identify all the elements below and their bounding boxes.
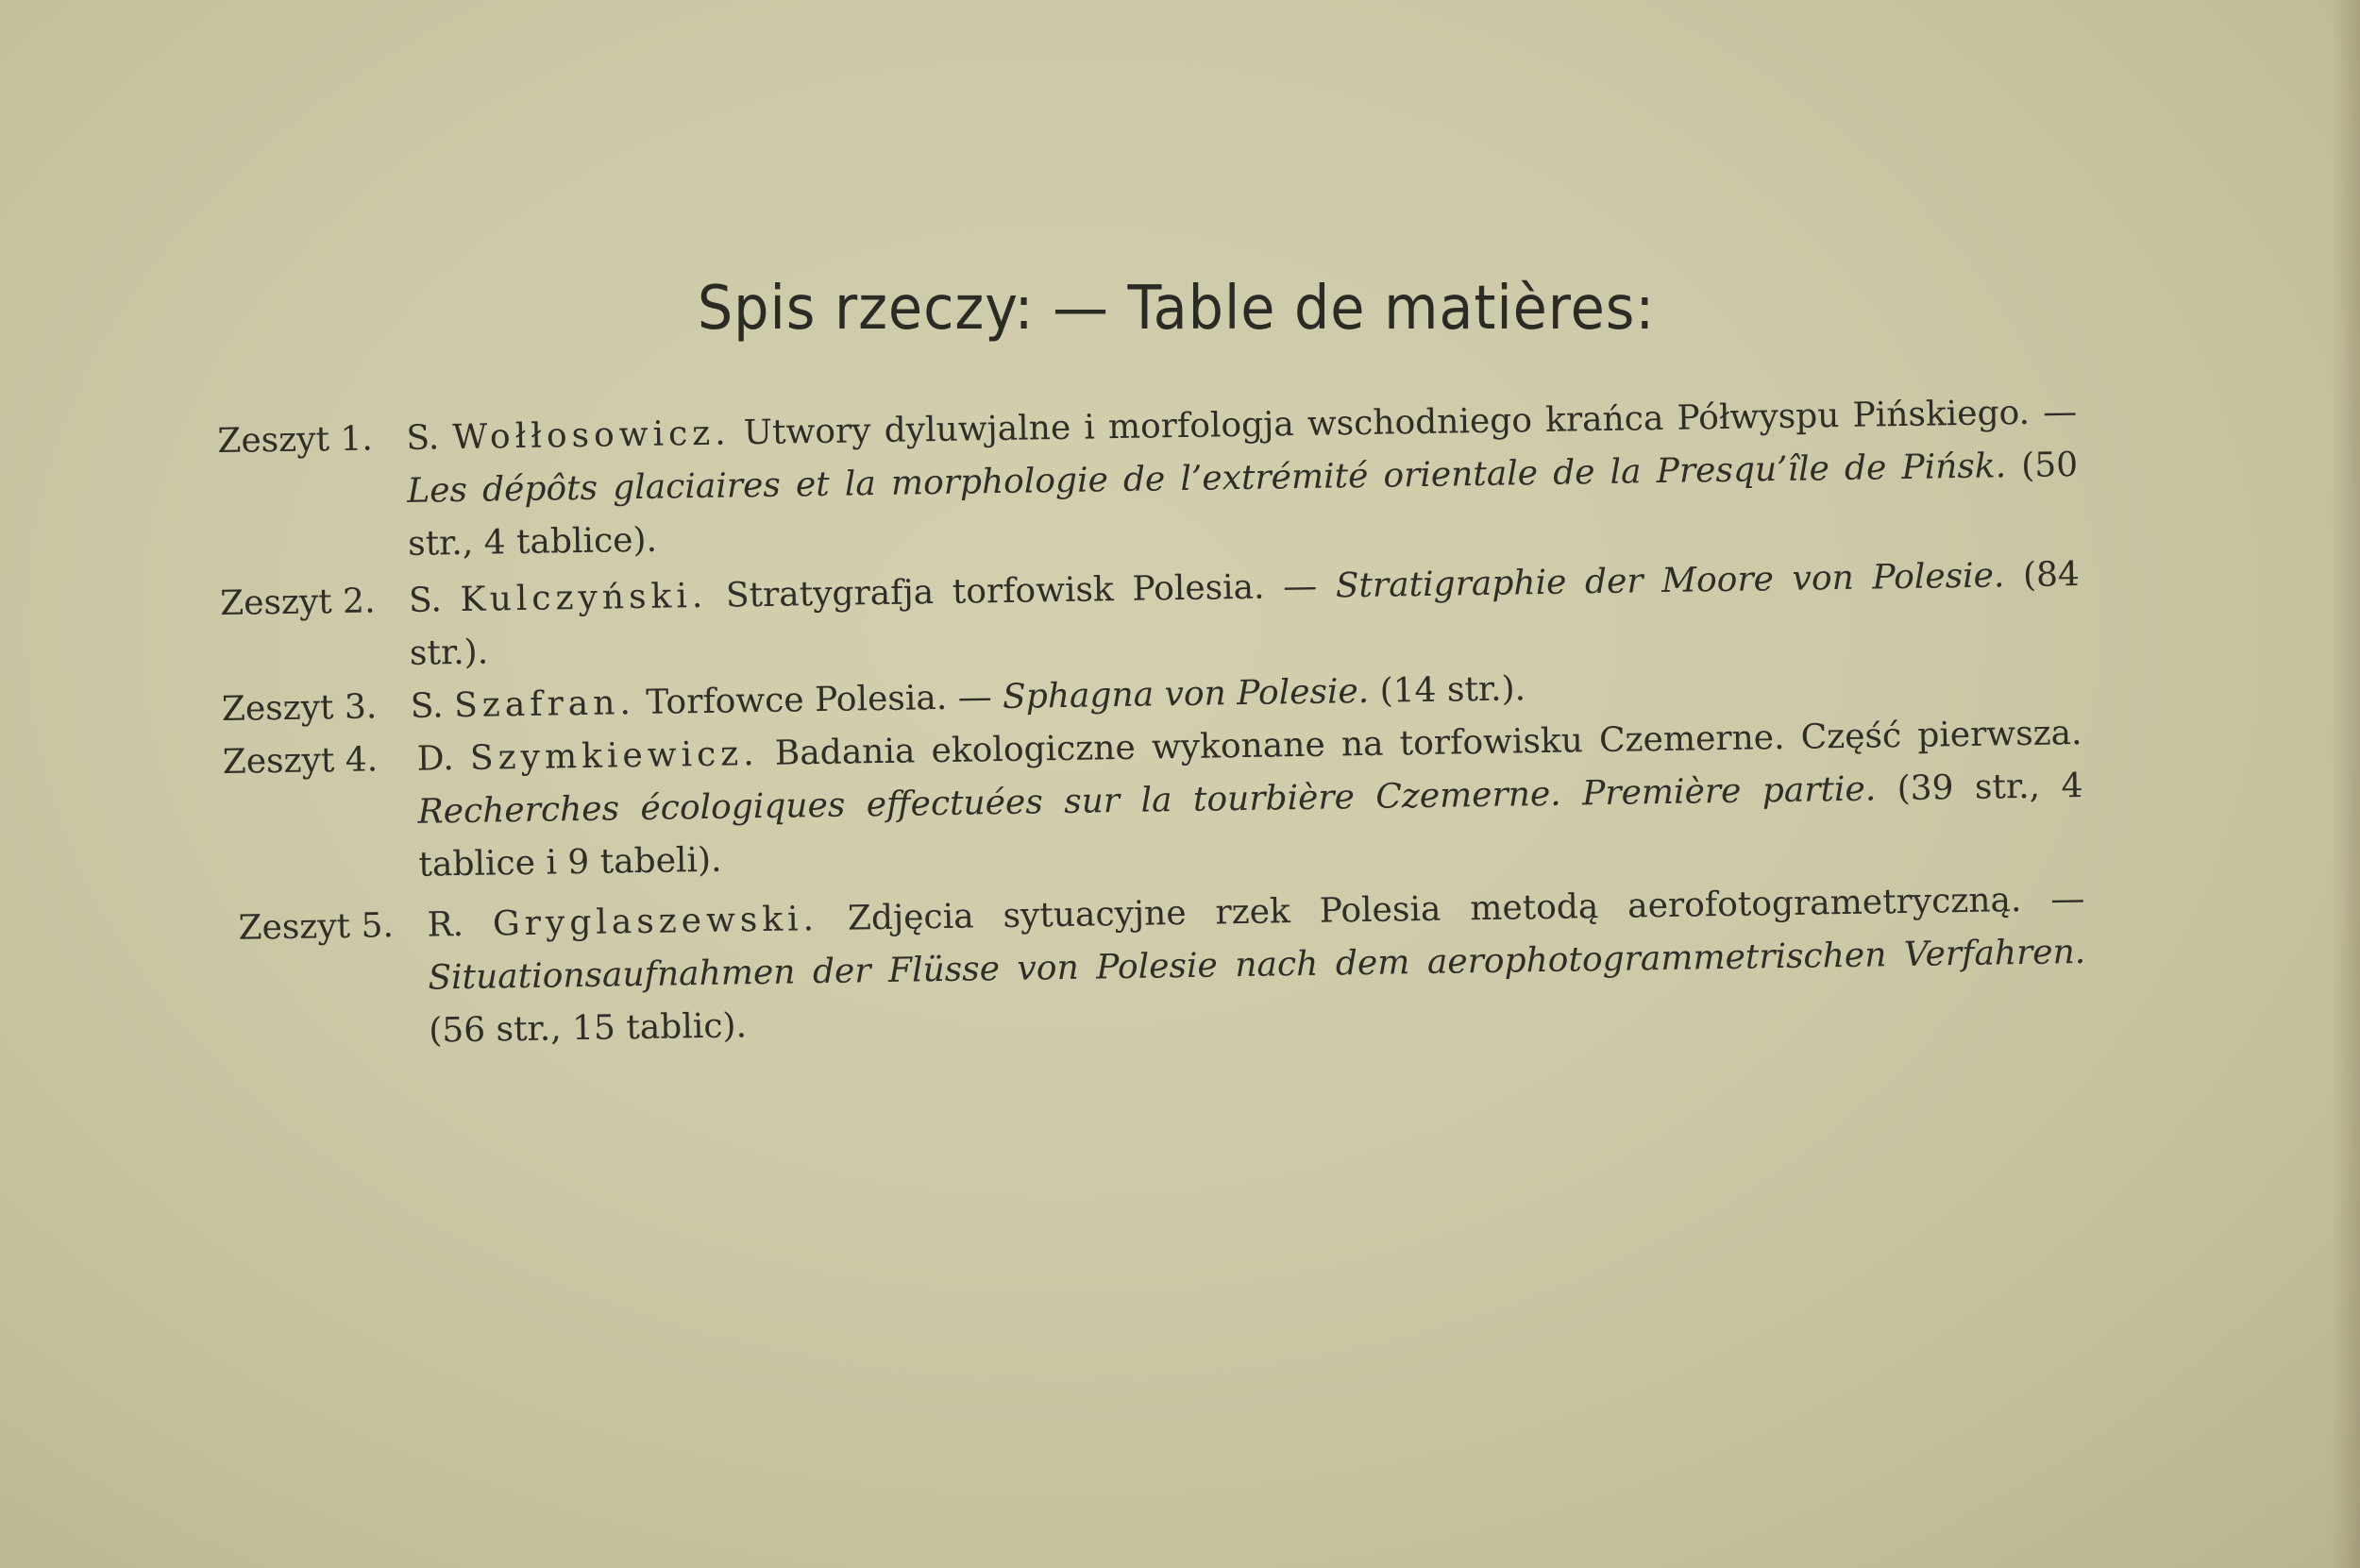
extent-note: (50 str., 4 tablice). (407, 446, 2079, 564)
polish-title: Torfowce Polesia. — (645, 678, 992, 722)
author-initial: S. (408, 581, 443, 620)
polish-title: Utwory dyluwjalne i morfologja wschodniego krańca Półwyspu Pińskiego. — (743, 393, 2078, 453)
issue-label: Zeszyt 3. (221, 687, 378, 729)
foreign-title: Stratigraphie der Moore von Polesie. (1335, 556, 2005, 606)
polish-title: Zdjęcia sytuacyjne rzek Polesia metodą aerofotogrametryczną. — (847, 879, 2085, 938)
entry-body (406, 386, 2079, 571)
entry-body (413, 873, 2086, 1058)
issue-label: Zeszyt 5. (238, 906, 395, 948)
author-initial: S. (406, 418, 440, 458)
page-edge-shadow (2332, 0, 2360, 1568)
extent-note: (56 str., 15 tablic). (428, 1006, 748, 1051)
issue-label: Zeszyt 2. (219, 582, 376, 623)
author-initial: R. (427, 904, 464, 945)
foreign-title: Recherches écologiques effectuées sur la tourbière Czemerne. Première partie. (417, 769, 1877, 832)
foreign-title: Les dépôts glaciaires et la morphologie de l’extrémité orientale de la Presqu’île de Pińsk. (406, 447, 2007, 511)
toc-entry (222, 707, 2083, 895)
entry-body (411, 707, 2083, 892)
page-title: Spis rzeczy: — Table de matières: (697, 274, 1656, 344)
extent-note: (84 str.). (409, 555, 2081, 673)
foreign-title: Situationsaufnahmen der Flüsse von Polesie nach dem aerophotogrammetrischen Verfahren. (428, 932, 2086, 998)
toc-entry (225, 873, 2086, 1061)
author-name: Wołłosowicz. (452, 413, 731, 458)
author-name: Gryglaszewski. (492, 900, 819, 944)
author-initial: S. (410, 686, 445, 726)
issue-label: Zeszyt 1. (217, 419, 374, 461)
author-initial: D. (416, 739, 455, 779)
table-of-contents (217, 386, 2087, 1061)
author-name: Szymkiewicz. (469, 734, 759, 778)
extent-note: (14 str.). (1379, 669, 1526, 711)
author-name: Szafran. (453, 683, 636, 726)
polish-title: Badania ekologiczne wykonane na torfowisku Czemerne. Część pierwsza. (774, 714, 2082, 773)
author-name: Kulczyński. (460, 576, 708, 619)
issue-label: Zeszyt 4. (222, 740, 379, 782)
extent-note: (39 str., 4 tablice i 9 tabeli). (418, 767, 2083, 885)
toc-entry (217, 386, 2079, 574)
foreign-title: Sphagna von Polesie. (1002, 671, 1370, 717)
polish-title: Stratygrafja torfowisk Polesia. — (725, 566, 1318, 615)
